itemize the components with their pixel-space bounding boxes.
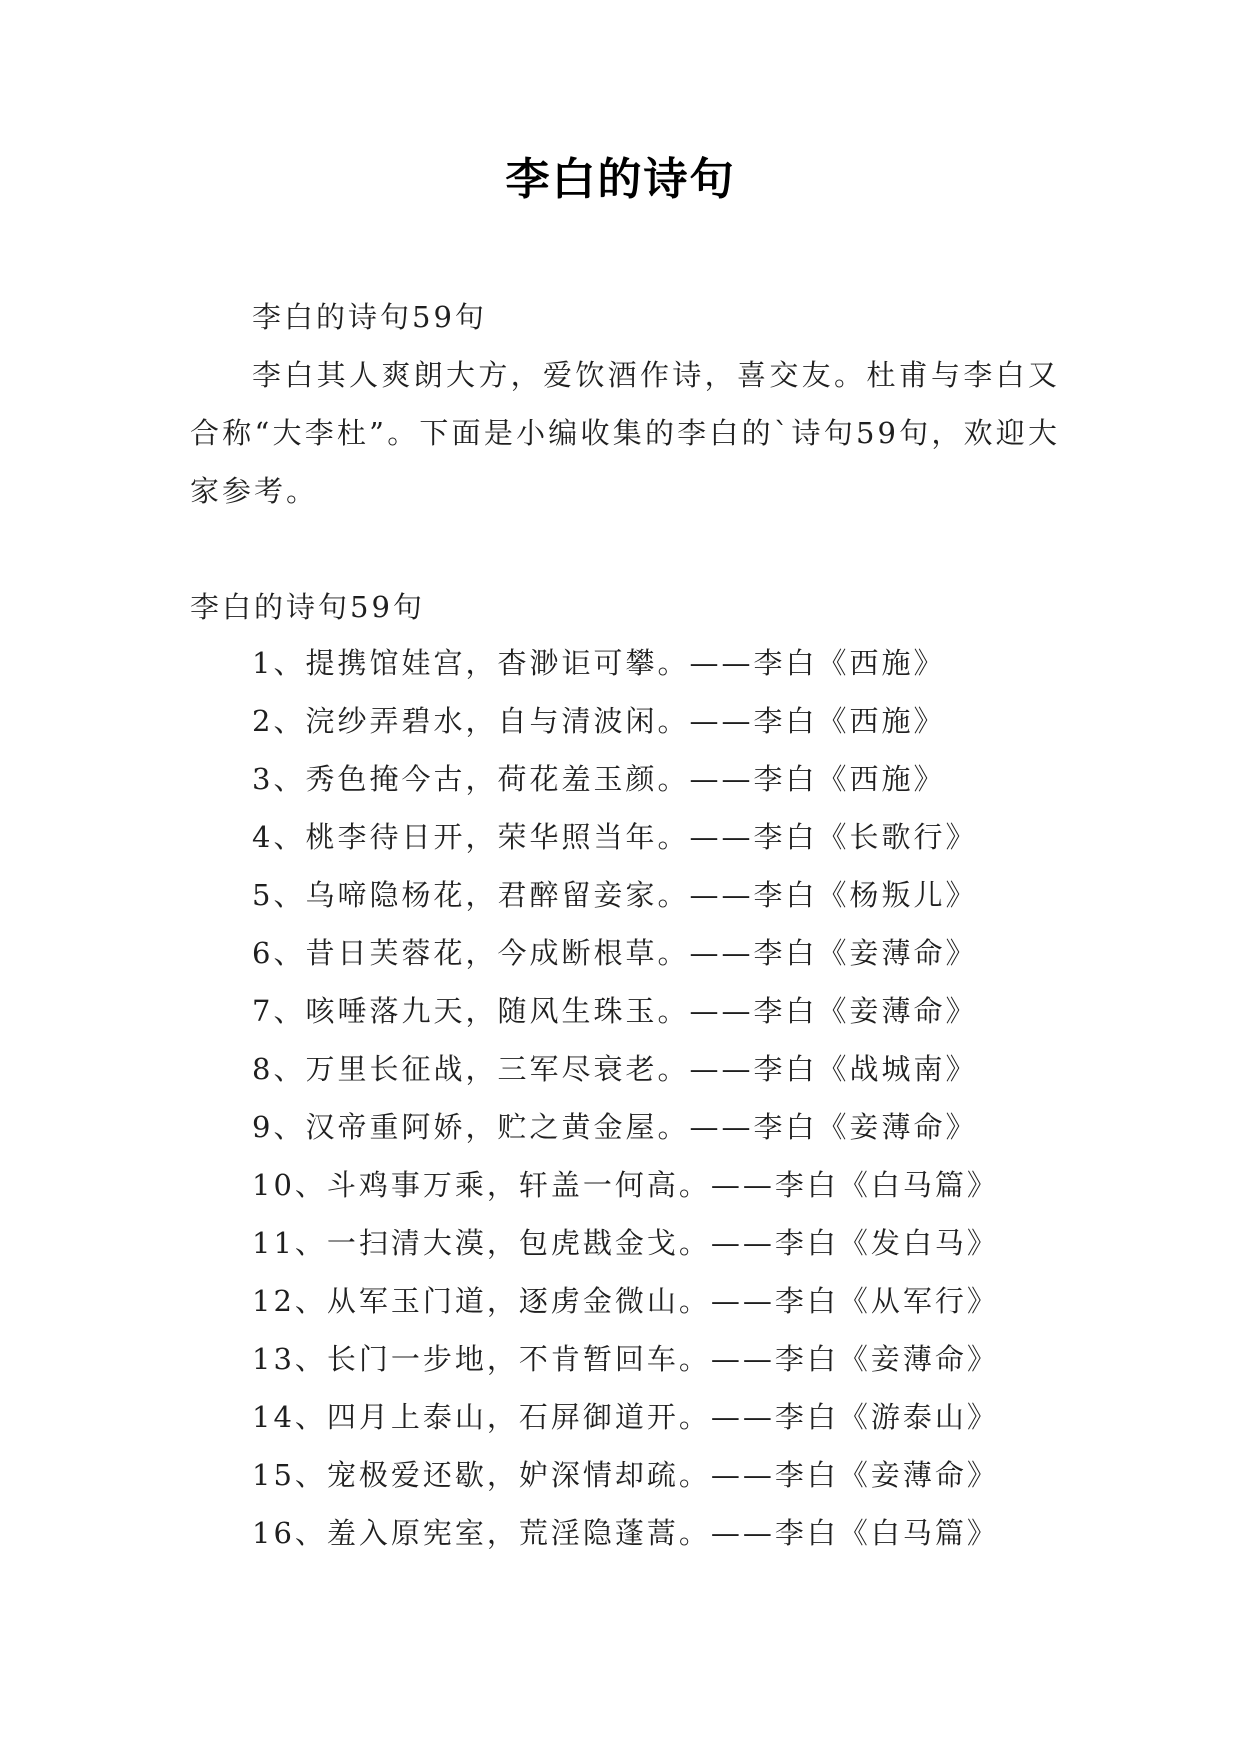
document-subtitle: 李白的诗句59句 <box>252 300 487 334</box>
quote-item: 2、浣纱弄碧水，自与清波闲。——李白《西施》 <box>252 704 946 738</box>
quote-item: 4、桃李待日开，荣华照当年。——李白《长歌行》 <box>252 820 978 854</box>
quote-item: 8、万里长征战，三军尽衰老。——李白《战城南》 <box>252 1052 978 1086</box>
section-heading: 李白的诗句59句 <box>190 590 425 624</box>
quote-list <box>252 634 1072 1562</box>
quote-item: 1、提携馆娃宫，杳渺讵可攀。——李白《西施》 <box>252 646 946 680</box>
quote-item: 6、昔日芙蓉花，今成断根草。——李白《妾薄命》 <box>252 936 978 970</box>
quote-item: 10、斗鸡事万乘，轩盖一何高。——李白《白马篇》 <box>252 1168 999 1202</box>
quote-item: 7、咳唾落九天，随风生珠玉。——李白《妾薄命》 <box>252 994 978 1028</box>
quote-item: 13、长门一步地，不肯暂回车。——李白《妾薄命》 <box>252 1342 999 1376</box>
quote-item: 15、宠极爱还歇，妒深情却疏。——李白《妾薄命》 <box>252 1458 999 1492</box>
quote-item: 16、羞入原宪室，荒淫隐蓬蒿。——李白《白马篇》 <box>252 1516 999 1550</box>
intro-paragraph: 李白其人爽朗大方，爱饮酒作诗，喜交友。杜甫与李白又合称“大李杜”。下面是小编收集的李白的`诗句59句，欢迎大家参考。 <box>190 358 1060 508</box>
quote-item: 12、从军玉门道，逐虏金微山。——李白《从军行》 <box>252 1284 999 1318</box>
page-title: 李白的诗句 <box>505 154 736 205</box>
quote-item: 3、秀色掩今古，荷花羞玉颜。——李白《西施》 <box>252 762 946 796</box>
quote-item: 5、乌啼隐杨花，君醉留妾家。——李白《杨叛儿》 <box>252 878 978 912</box>
quote-item: 14、四月上泰山，石屏御道开。——李白《游泰山》 <box>252 1400 999 1434</box>
quote-item: 9、汉帝重阿娇，贮之黄金屋。——李白《妾薄命》 <box>252 1110 978 1144</box>
quote-item: 11、一扫清大漠，包虎戡金戈。——李白《发白马》 <box>252 1226 999 1260</box>
